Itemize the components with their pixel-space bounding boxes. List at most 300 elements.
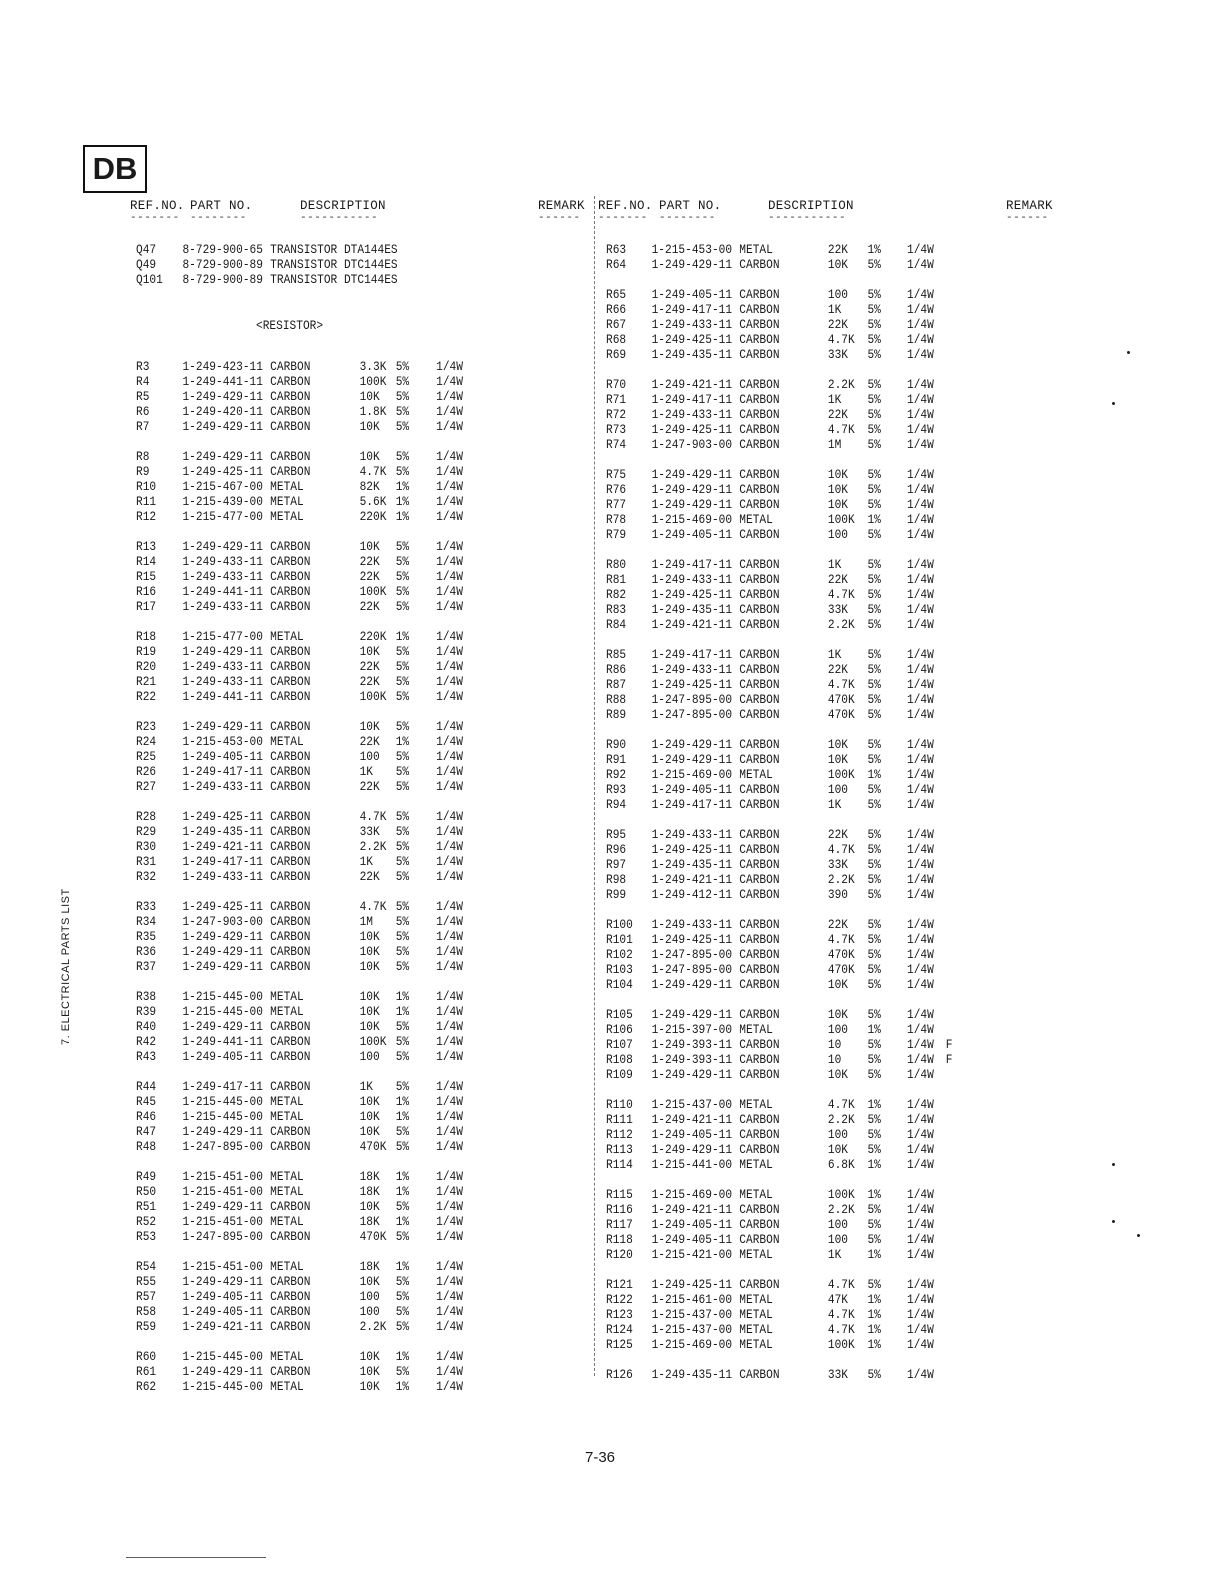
ref-cell: R36 xyxy=(136,944,157,959)
part-no-cell: 1-215-451-00 xyxy=(182,1259,263,1274)
section-title-resistor: <RESISTOR> xyxy=(256,318,324,333)
value-cell: 10K xyxy=(359,644,380,659)
rating-cell: 1/4W xyxy=(907,1307,934,1322)
tolerance-cell: 5% xyxy=(395,1079,410,1094)
tolerance-cell: 1% xyxy=(395,1214,410,1229)
value-cell: 22K xyxy=(827,407,849,422)
ref-cell: R78 xyxy=(606,512,627,527)
ref-cell: R83 xyxy=(606,602,627,617)
description-cell: CARBON xyxy=(739,797,780,812)
tolerance-cell: 5% xyxy=(395,374,410,389)
description-cell: CARBON xyxy=(270,389,311,404)
ref-cell: R86 xyxy=(606,662,627,677)
rating-cell: 1/4W xyxy=(907,1007,934,1022)
part-no-cell: 1-215-461-00 xyxy=(651,1292,733,1307)
ref-cell: R91 xyxy=(606,752,627,767)
ref-cell: R123 xyxy=(606,1307,633,1322)
ref-cell: R60 xyxy=(136,1349,157,1364)
description-cell: CARBON xyxy=(270,419,311,434)
tolerance-cell: 5% xyxy=(395,764,410,779)
part-no-cell: 1-247-903-00 xyxy=(651,437,733,452)
rating-cell: 1/4W xyxy=(907,317,934,332)
tolerance-cell: 5% xyxy=(867,287,881,302)
value-cell: 10K xyxy=(827,752,849,767)
tolerance-cell: 5% xyxy=(395,1274,410,1289)
rating-cell: 1/4W xyxy=(907,752,934,767)
ref-cell: R103 xyxy=(606,962,633,977)
ref-cell: R114 xyxy=(606,1157,633,1172)
value-cell: 100 xyxy=(359,1289,380,1304)
header-ref-left: REF.NO. xyxy=(130,199,185,213)
value-cell: 10K xyxy=(359,389,380,404)
ref-cell: R94 xyxy=(606,797,627,812)
tolerance-cell: 1% xyxy=(395,479,410,494)
tolerance-cell: 5% xyxy=(867,557,881,572)
tolerance-cell: 5% xyxy=(395,389,410,404)
tolerance-cell: 5% xyxy=(395,944,410,959)
header-ref-right: REF.NO. xyxy=(598,199,653,213)
tolerance-cell: 5% xyxy=(395,1139,410,1154)
value-cell: 22K xyxy=(359,599,380,614)
part-no-cell: 1-247-895-00 xyxy=(182,1139,263,1154)
part-no-cell: 1-215-421-00 xyxy=(651,1247,733,1262)
value-cell: 100 xyxy=(827,1022,849,1037)
rating-cell: 1/4W xyxy=(907,407,934,422)
value-cell: 10K xyxy=(359,1004,380,1019)
value-cell: 1K xyxy=(827,1247,842,1262)
value-cell: 100K xyxy=(359,584,387,599)
rating-cell: 1/4W xyxy=(907,1367,934,1382)
rating-cell: 1/4W xyxy=(436,674,463,689)
tolerance-cell: 5% xyxy=(867,662,881,677)
ref-cell: R13 xyxy=(136,539,157,554)
ref-cell: R122 xyxy=(606,1292,633,1307)
part-no-cell: 1-249-417-11 xyxy=(651,392,733,407)
part-no-cell: 1-215-469-00 xyxy=(651,1187,733,1202)
ref-cell: R96 xyxy=(606,842,627,857)
tolerance-cell: 5% xyxy=(867,392,881,407)
rating-cell: 1/4W xyxy=(436,464,463,479)
ref-cell: R115 xyxy=(606,1187,633,1202)
value-cell: 1K xyxy=(827,392,842,407)
part-no-cell: 1-249-435-11 xyxy=(651,347,733,362)
value-cell: 10K xyxy=(827,1142,849,1157)
header-rule-ref-right: ------- xyxy=(598,212,648,224)
tolerance-cell: 5% xyxy=(867,887,881,902)
rating-cell: 1/4W xyxy=(436,839,463,854)
part-no-cell: 1-215-437-00 xyxy=(651,1307,733,1322)
part-no-cell: 1-247-895-00 xyxy=(182,1229,263,1244)
rating-cell: 1/4W xyxy=(907,887,934,902)
tolerance-cell: 5% xyxy=(867,917,881,932)
description-cell: METAL xyxy=(270,479,304,494)
ref-cell: R20 xyxy=(136,659,157,674)
value-cell: 22K xyxy=(359,569,380,584)
ref-cell: R102 xyxy=(606,947,633,962)
rating-cell: 1/4W xyxy=(436,644,463,659)
value-cell: 4.7K xyxy=(827,842,855,857)
value-cell: 100 xyxy=(827,287,849,302)
value-cell: 10K xyxy=(359,1199,380,1214)
description-cell: METAL xyxy=(270,1109,304,1124)
description-cell: METAL xyxy=(739,1022,773,1037)
part-no-cell: 1-249-429-11 xyxy=(182,539,263,554)
ref-cell: R93 xyxy=(606,782,627,797)
tolerance-cell: 5% xyxy=(395,779,410,794)
ref-cell: R125 xyxy=(606,1337,633,1352)
part-no-cell: 1-249-435-11 xyxy=(651,857,733,872)
part-no-cell: 1-249-433-11 xyxy=(182,599,263,614)
description-cell: CARBON xyxy=(270,1049,311,1064)
value-cell: 470K xyxy=(827,692,855,707)
rating-cell: 1/4W xyxy=(907,572,934,587)
tolerance-cell: 5% xyxy=(395,1034,410,1049)
tolerance-cell: 5% xyxy=(867,377,881,392)
description-cell: CARBON xyxy=(270,1229,311,1244)
description-cell: CARBON xyxy=(739,302,780,317)
tolerance-cell: 5% xyxy=(867,947,881,962)
description-cell: METAL xyxy=(270,1214,304,1229)
ref-cell: R99 xyxy=(606,887,627,902)
description-cell: TRANSISTOR DTC144ES xyxy=(270,272,398,287)
value-cell: 10K xyxy=(359,449,380,464)
tolerance-cell: 5% xyxy=(867,842,881,857)
description-cell: CARBON xyxy=(270,689,311,704)
value-cell: 470K xyxy=(359,1139,387,1154)
part-no-cell: 1-249-429-11 xyxy=(651,752,733,767)
part-no-cell: 1-249-429-11 xyxy=(182,389,263,404)
description-cell: CARBON xyxy=(270,1274,311,1289)
value-cell: 390 xyxy=(827,887,849,902)
remark-cell: F xyxy=(945,1037,953,1052)
value-cell: 22K xyxy=(359,869,380,884)
rating-cell: 1/4W xyxy=(436,1019,463,1034)
part-no-cell: 1-249-421-11 xyxy=(651,1202,733,1217)
header-rule-ref-left: ------- xyxy=(130,212,180,224)
tolerance-cell: 1% xyxy=(867,1292,881,1307)
tolerance-cell: 5% xyxy=(395,1364,410,1379)
part-no-cell: 1-215-477-00 xyxy=(182,509,263,524)
ref-cell: R53 xyxy=(136,1229,157,1244)
tolerance-cell: 5% xyxy=(395,1199,410,1214)
description-cell: CARBON xyxy=(270,929,311,944)
description-cell: CARBON xyxy=(270,1199,311,1214)
tolerance-cell: 5% xyxy=(395,359,410,374)
header-rule-desc-right: ----------- xyxy=(768,212,847,224)
part-no-cell: 1-249-441-11 xyxy=(182,374,263,389)
rating-cell: 1/4W xyxy=(907,1097,934,1112)
part-no-cell: 1-249-417-11 xyxy=(651,797,733,812)
value-cell: 22K xyxy=(827,827,849,842)
part-no-cell: 1-249-429-11 xyxy=(651,257,733,272)
ref-cell: R9 xyxy=(136,464,150,479)
value-cell: 2.2K xyxy=(827,1202,855,1217)
ref-cell: R11 xyxy=(136,494,157,509)
ref-cell: R19 xyxy=(136,644,157,659)
part-no-cell: 1-249-429-11 xyxy=(651,977,733,992)
description-cell: CARBON xyxy=(739,407,780,422)
part-no-cell: 1-249-417-11 xyxy=(651,557,733,572)
rating-cell: 1/4W xyxy=(907,842,934,857)
part-no-cell: 1-249-405-11 xyxy=(182,749,263,764)
rating-cell: 1/4W xyxy=(907,947,934,962)
rating-cell: 1/4W xyxy=(436,914,463,929)
tolerance-cell: 5% xyxy=(867,1217,881,1232)
description-cell: CARBON xyxy=(739,287,780,302)
description-cell: CARBON xyxy=(739,1277,780,1292)
part-no-cell: 1-249-425-11 xyxy=(182,899,263,914)
value-cell: 470K xyxy=(359,1229,387,1244)
tolerance-cell: 5% xyxy=(867,1037,881,1052)
rating-cell: 1/4W xyxy=(907,1022,934,1037)
rating-cell: 1/4W xyxy=(436,1139,463,1154)
ref-cell: R38 xyxy=(136,989,157,1004)
value-cell: 2.2K xyxy=(359,839,387,854)
value-cell: 100K xyxy=(359,689,387,704)
value-cell: 10K xyxy=(359,1019,380,1034)
ref-cell: R73 xyxy=(606,422,627,437)
part-no-cell: 8-729-900-89 xyxy=(182,257,263,272)
part-no-cell: 1-249-393-11 xyxy=(651,1037,733,1052)
description-cell: CARBON xyxy=(739,257,780,272)
part-no-cell: 1-249-433-11 xyxy=(651,827,733,842)
rating-cell: 1/4W xyxy=(436,404,463,419)
ref-cell: R23 xyxy=(136,719,157,734)
part-no-cell: 1-249-425-11 xyxy=(651,932,733,947)
tolerance-cell: 5% xyxy=(867,1367,881,1382)
tolerance-cell: 5% xyxy=(395,569,410,584)
part-no-cell: 1-247-903-00 xyxy=(182,914,263,929)
description-cell: CARBON xyxy=(270,1289,311,1304)
tolerance-cell: 1% xyxy=(867,1022,881,1037)
part-no-cell: 1-249-429-11 xyxy=(651,467,733,482)
description-cell: CARBON xyxy=(739,587,780,602)
header-rule-remark-right: ------ xyxy=(1006,212,1049,224)
ref-cell: R7 xyxy=(136,419,150,434)
part-no-cell: 1-215-467-00 xyxy=(182,479,263,494)
description-cell: CARBON xyxy=(270,1319,311,1334)
rating-cell: 1/4W xyxy=(907,692,934,707)
value-cell: 10K xyxy=(827,1067,849,1082)
value-cell: 100 xyxy=(359,1304,380,1319)
rating-cell: 1/4W xyxy=(907,1232,934,1247)
value-cell: 10K xyxy=(359,1094,380,1109)
rating-cell: 1/4W xyxy=(436,749,463,764)
tolerance-cell: 5% xyxy=(395,899,410,914)
description-cell: CARBON xyxy=(739,1037,780,1052)
value-cell: 100 xyxy=(827,1232,849,1247)
part-no-cell: 1-215-469-00 xyxy=(651,512,733,527)
tolerance-cell: 5% xyxy=(395,824,410,839)
description-cell: METAL xyxy=(739,1247,773,1262)
part-no-cell: 1-249-429-11 xyxy=(182,929,263,944)
description-cell: CARBON xyxy=(739,1112,780,1127)
tolerance-cell: 5% xyxy=(867,407,881,422)
value-cell: 18K xyxy=(359,1169,380,1184)
ref-cell: R80 xyxy=(606,557,627,572)
description-cell: CARBON xyxy=(270,1019,311,1034)
header-desc-right: DESCRIPTION xyxy=(768,199,854,213)
part-no-cell: 1-215-445-00 xyxy=(182,1109,263,1124)
part-no-cell: 1-249-429-11 xyxy=(182,1364,263,1379)
value-cell: 10K xyxy=(359,1364,380,1379)
ref-cell: R68 xyxy=(606,332,627,347)
part-no-cell: 1-215-437-00 xyxy=(651,1097,733,1112)
part-no-cell: 1-249-412-11 xyxy=(651,887,733,902)
part-no-cell: 1-249-421-11 xyxy=(651,377,733,392)
tolerance-cell: 5% xyxy=(395,539,410,554)
ref-cell: R126 xyxy=(606,1367,633,1382)
rating-cell: 1/4W xyxy=(436,1229,463,1244)
ref-cell: R97 xyxy=(606,857,627,872)
rating-cell: 1/4W xyxy=(907,827,934,842)
rating-cell: 1/4W xyxy=(436,1289,463,1304)
ref-cell: R39 xyxy=(136,1004,157,1019)
rating-cell: 1/4W xyxy=(907,1187,934,1202)
value-cell: 33K xyxy=(827,602,849,617)
description-cell: CARBON xyxy=(270,374,311,389)
ref-cell: R21 xyxy=(136,674,157,689)
description-cell: CARBON xyxy=(739,1007,780,1022)
footer-rule xyxy=(126,1557,266,1558)
value-cell: 2.2K xyxy=(827,1112,855,1127)
rating-cell: 1/4W xyxy=(907,857,934,872)
value-cell: 4.7K xyxy=(359,899,387,914)
ref-cell: R109 xyxy=(606,1067,633,1082)
part-no-cell: 1-249-435-11 xyxy=(182,824,263,839)
rating-cell: 1/4W xyxy=(907,1157,934,1172)
ref-cell: R84 xyxy=(606,617,627,632)
description-cell: CARBON xyxy=(270,569,311,584)
tolerance-cell: 1% xyxy=(867,1322,881,1337)
part-no-cell: 1-249-421-11 xyxy=(182,839,263,854)
description-cell: CARBON xyxy=(739,692,780,707)
description-cell: CARBON xyxy=(270,464,311,479)
description-cell: TRANSISTOR DTA144ES xyxy=(270,242,398,257)
tolerance-cell: 5% xyxy=(867,437,881,452)
tolerance-cell: 5% xyxy=(395,1049,410,1064)
part-no-cell: 1-249-429-11 xyxy=(651,737,733,752)
rating-cell: 1/4W xyxy=(436,1094,463,1109)
tolerance-cell: 5% xyxy=(395,809,410,824)
part-no-cell: 1-215-477-00 xyxy=(182,629,263,644)
part-no-cell: 1-249-421-11 xyxy=(182,1319,263,1334)
part-no-cell: 1-249-433-11 xyxy=(182,869,263,884)
rating-cell: 1/4W xyxy=(907,257,934,272)
ref-cell: R33 xyxy=(136,899,157,914)
part-no-cell: 1-249-417-11 xyxy=(651,302,733,317)
tolerance-cell: 1% xyxy=(395,494,410,509)
part-no-cell: 1-215-453-00 xyxy=(182,734,263,749)
ref-cell: R121 xyxy=(606,1277,633,1292)
description-cell: CARBON xyxy=(739,572,780,587)
tolerance-cell: 5% xyxy=(867,1202,881,1217)
tolerance-cell: 5% xyxy=(867,677,881,692)
tolerance-cell: 1% xyxy=(395,1184,410,1199)
value-cell: 18K xyxy=(359,1259,380,1274)
ref-cell: R3 xyxy=(136,359,150,374)
description-cell: CARBON xyxy=(270,1079,311,1094)
tolerance-cell: 5% xyxy=(395,749,410,764)
rating-cell: 1/4W xyxy=(436,374,463,389)
ref-cell: R52 xyxy=(136,1214,157,1229)
ref-cell: R118 xyxy=(606,1232,633,1247)
ref-cell: Q101 xyxy=(136,272,163,287)
description-cell: CARBON xyxy=(270,1304,311,1319)
ref-cell: R107 xyxy=(606,1037,633,1052)
value-cell: 4.7K xyxy=(827,587,855,602)
rating-cell: 1/4W xyxy=(436,1049,463,1064)
ref-cell: R77 xyxy=(606,497,627,512)
value-cell: 100 xyxy=(827,1127,849,1142)
rating-cell: 1/4W xyxy=(436,1124,463,1139)
description-cell: CARBON xyxy=(270,584,311,599)
part-no-cell: 1-249-417-11 xyxy=(182,764,263,779)
description-cell: CARBON xyxy=(270,914,311,929)
description-cell: CARBON xyxy=(739,887,780,902)
side-chapter-label: 7. ELECTRICAL PARTS LIST xyxy=(60,888,72,1045)
tolerance-cell: 1% xyxy=(395,989,410,1004)
rating-cell: 1/4W xyxy=(907,1292,934,1307)
ref-cell: R92 xyxy=(606,767,627,782)
part-no-cell: 1-249-429-11 xyxy=(651,1007,733,1022)
value-cell: 10K xyxy=(359,1109,380,1124)
tolerance-cell: 1% xyxy=(867,1157,881,1172)
description-cell: CARBON xyxy=(739,917,780,932)
rating-cell: 1/4W xyxy=(907,1142,934,1157)
description-cell: METAL xyxy=(270,629,304,644)
tolerance-cell: 5% xyxy=(395,914,410,929)
description-cell: CARBON xyxy=(739,347,780,362)
tolerance-cell: 1% xyxy=(395,1004,410,1019)
ref-cell: R28 xyxy=(136,809,157,824)
description-cell: CARBON xyxy=(270,779,311,794)
scan-speck xyxy=(1137,1234,1140,1237)
description-cell: CARBON xyxy=(739,857,780,872)
description-cell: TRANSISTOR DTC144ES xyxy=(270,257,398,272)
part-no-cell: 1-249-421-11 xyxy=(651,617,733,632)
description-cell: CARBON xyxy=(739,617,780,632)
rating-cell: 1/4W xyxy=(436,1304,463,1319)
part-no-cell: 1-247-895-00 xyxy=(651,692,733,707)
part-no-cell: 1-249-441-11 xyxy=(182,689,263,704)
value-cell: 22K xyxy=(359,554,380,569)
ref-cell: R106 xyxy=(606,1022,633,1037)
part-no-cell: 1-249-441-11 xyxy=(182,584,263,599)
tolerance-cell: 5% xyxy=(395,674,410,689)
ref-cell: R75 xyxy=(606,467,627,482)
tolerance-cell: 5% xyxy=(867,1127,881,1142)
ref-cell: R69 xyxy=(606,347,627,362)
description-cell: CARBON xyxy=(270,359,311,374)
tolerance-cell: 5% xyxy=(867,1067,881,1082)
rating-cell: 1/4W xyxy=(907,377,934,392)
rating-cell: 1/4W xyxy=(907,497,934,512)
description-cell: CARBON xyxy=(739,1052,780,1067)
value-cell: 22K xyxy=(359,659,380,674)
ref-cell: R62 xyxy=(136,1379,157,1394)
header-rule-part-left: -------- xyxy=(190,212,247,224)
value-cell: 5.6K xyxy=(359,494,387,509)
value-cell: 10K xyxy=(359,929,380,944)
description-cell: METAL xyxy=(739,1322,773,1337)
ref-cell: R98 xyxy=(606,872,627,887)
tolerance-cell: 5% xyxy=(867,257,881,272)
value-cell: 1K xyxy=(827,797,842,812)
value-cell: 10K xyxy=(827,737,849,752)
description-cell: METAL xyxy=(739,1157,773,1172)
ref-cell: R105 xyxy=(606,1007,633,1022)
